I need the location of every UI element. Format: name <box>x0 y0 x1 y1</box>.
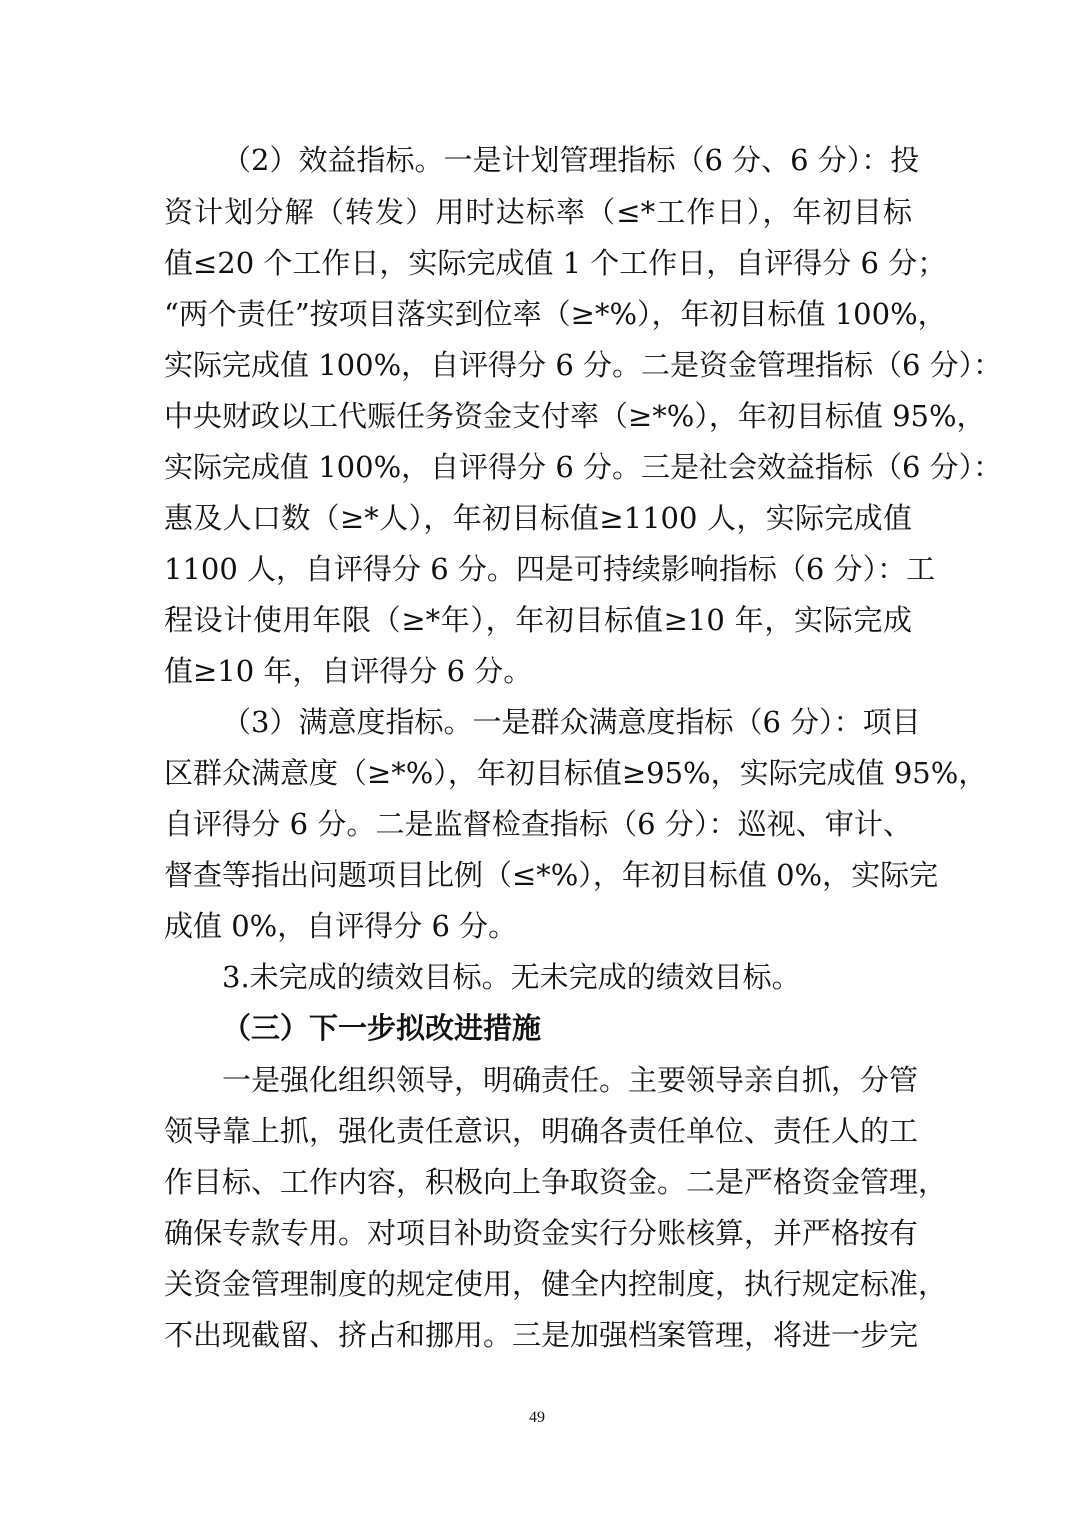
paragraph-line: 作目标、工作内容，积极向上争取资金。二是严格资金管理， <box>164 1165 948 1199</box>
page-number: 49 <box>529 1409 545 1426</box>
paragraph-line: 程设计使用年限（≥*年），年初目标值≥10 年，实际完成 <box>164 603 912 637</box>
paragraph-line: 中央财政以工代赈任务资金支付率（≥*%），年初目标值 95%， <box>164 399 986 433</box>
section-heading: （三）下一步拟改进措施 <box>222 1011 542 1045</box>
paragraph-line: 督查等指出问题项目比例（≤*%），年初目标值 0%，实际完 <box>164 858 939 892</box>
paragraph-line: 值≥10 年，自评得分 6 分。 <box>164 654 533 688</box>
paragraph-line: 一是强化组织领导，明确责任。主要领导亲自抓，分管 <box>222 1063 919 1097</box>
paragraph-line: 区群众满意度（≥*%），年初目标值≥95%，实际完成值 95%， <box>164 756 988 790</box>
paragraph-line: （2）效益指标。一是计划管理指标（6 分、6 分）：投 <box>222 143 920 177</box>
paragraph-line: 资计划分解（转发）用时达标率（≤*工作日），年初目标 <box>164 195 912 229</box>
paragraph-line: 不出现截留、挤占和挪用。三是加强档案管理，将进一步完 <box>164 1318 919 1352</box>
paragraph-line: “两个责任”按项目落实到位率（≥*%），年初目标值 100%， <box>164 297 947 331</box>
paragraph-line: 确保专款专用。对项目补助资金实行分账核算，并严格按有 <box>164 1216 919 1250</box>
paragraph-line: 实际完成值 100%，自评得分 6 分。三是社会效益指标（6 分）： <box>164 450 1003 484</box>
paragraph-line: （3）满意度指标。一是群众满意度指标（6 分）：项目 <box>222 705 921 739</box>
paragraph-line: 关资金管理制度的规定使用，健全内控制度，执行规定标准， <box>164 1267 948 1301</box>
paragraph-line: 惠及人口数（≥*人），年初目标值≥1100 人，实际完成值 <box>164 501 912 535</box>
paragraph-line: 值≤20 个工作日，实际完成值 1 个工作日，自评得分 6 分； <box>164 246 947 280</box>
paragraph-line: 自评得分 6 分。二是监督检查指标（6 分）：巡视、审计、 <box>164 807 912 841</box>
paragraph-line: 1100 人，自评得分 6 分。四是可持续影响指标（6 分）：工 <box>164 552 936 586</box>
paragraph-line: 实际完成值 100%，自评得分 6 分。二是资金管理指标（6 分）： <box>164 348 1003 382</box>
paragraph-line: 成值 0%，自评得分 6 分。 <box>164 909 518 943</box>
paragraph-line: 3.未完成的绩效目标。无未完成的绩效目标。 <box>222 960 801 994</box>
paragraph-line: 领导靠上抓，强化责任意识，明确各责任单位、责任人的工 <box>164 1114 919 1148</box>
